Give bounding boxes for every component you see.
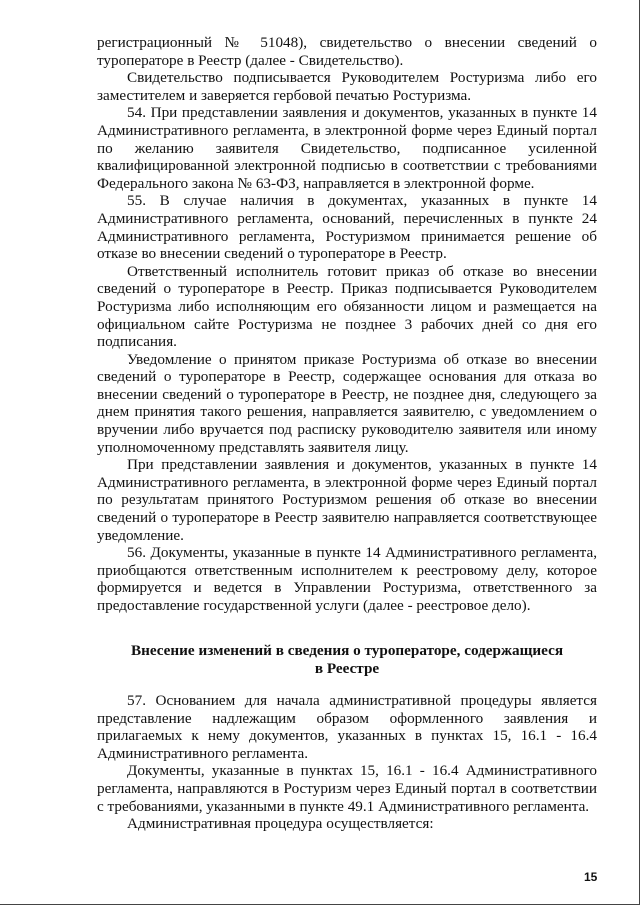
paragraph-57: 57. Основанием для начала административной процедуры является представление надлежащим образом оформленного заявления и прилагаемых к нему документов, указанных в пунктах 15, 16.1 - 16.4 Административного регламента. [97, 692, 597, 762]
paragraph-documents: Документы, указанные в пунктах 15, 16.1 - 16.4 Административного регламента, направляются в Ростуризм через Единый портал в соответствии с требованиями, указанными в пункте 49.1 Административного регламента. [97, 762, 597, 815]
document-body [97, 34, 597, 615]
paragraph-procedure: Административная процедура осуществляется: [127, 815, 434, 833]
paragraph-56: 56. Документы, указанные в пункте 14 Административного регламента, приобщаются ответственным исполнителем к реестровому делу, которое формируется и ведется в Управлении Ростуризма, ответственного за предоставление государственной услуги (далее - реестровое дело). [97, 544, 597, 614]
section-heading-line-2: в Реестре [314, 659, 380, 677]
section-body [97, 692, 597, 833]
paragraph-6: Уведомление о принятом приказе Ростуризма об отказе во внесении сведений о туроператоре в Реестр, содержащее основания для отказа во внесении сведений о туроператоре в Реестр, не позднее дня, следующего за днем принятия такого решения, направляется заявителю, с уведомлением о вручении либо вручается под расписку руководителю заявителя или иному уполномоченному представлять заявителя лицу. [97, 350, 597, 456]
paragraph-1: регистрационный № 51048), свидетельство о внесении сведений о туроператоре в Реестр (далее - Свидетельство). [97, 34, 597, 69]
page-number: 15 [584, 870, 598, 884]
paragraph-54: 54. При представлении заявления и документов, указанных в пункте 14 Административного регламента, в электронной форме через Единый портал по желанию заявителя Свидетельство, подписанное усиленной квалифицированной электронной подписью в соответствии с требованиями Федерального закона № 63-ФЗ, направляется в электронной форме. [97, 104, 597, 192]
paragraph-55: 55. В случае наличия в документах, указанных в пункте 14 Административного регламента, оснований, перечисленных в пункте 24 Административного регламента, Ростуризмом принимается решение об отказе во внесении сведений о туроператоре в Реестр. [97, 192, 597, 263]
section-heading [97, 642, 597, 677]
paragraph-7: При представлении заявления и документов, указанных в пункте 14 Административного регламента, в электронной форме через Единый портал по результатам принятого Ростуризмом решения об отказе во внесении сведений о туроператоре в Реестр заявителю направляется соответствующее уведомление. [97, 456, 597, 544]
paragraph-2: Свидетельство подписывается Руководителем Ростуризма либо его заместителем и заверяется гербовой печатью Ростуризма. [97, 69, 597, 104]
paragraph-5: Ответственный исполнитель готовит приказ об отказе во внесении сведений о туроператоре в Реестр. Приказ подписывается Руководителем Ростуризма либо исполняющим его обязанности лицом и размещается на официальном сайте Ростуризма не позднее 3 рабочих дней со дня его подписания. [97, 262, 597, 351]
section-heading-line-1: Внесение изменений в сведения о туроператоре, содержащиеся [130, 642, 564, 659]
